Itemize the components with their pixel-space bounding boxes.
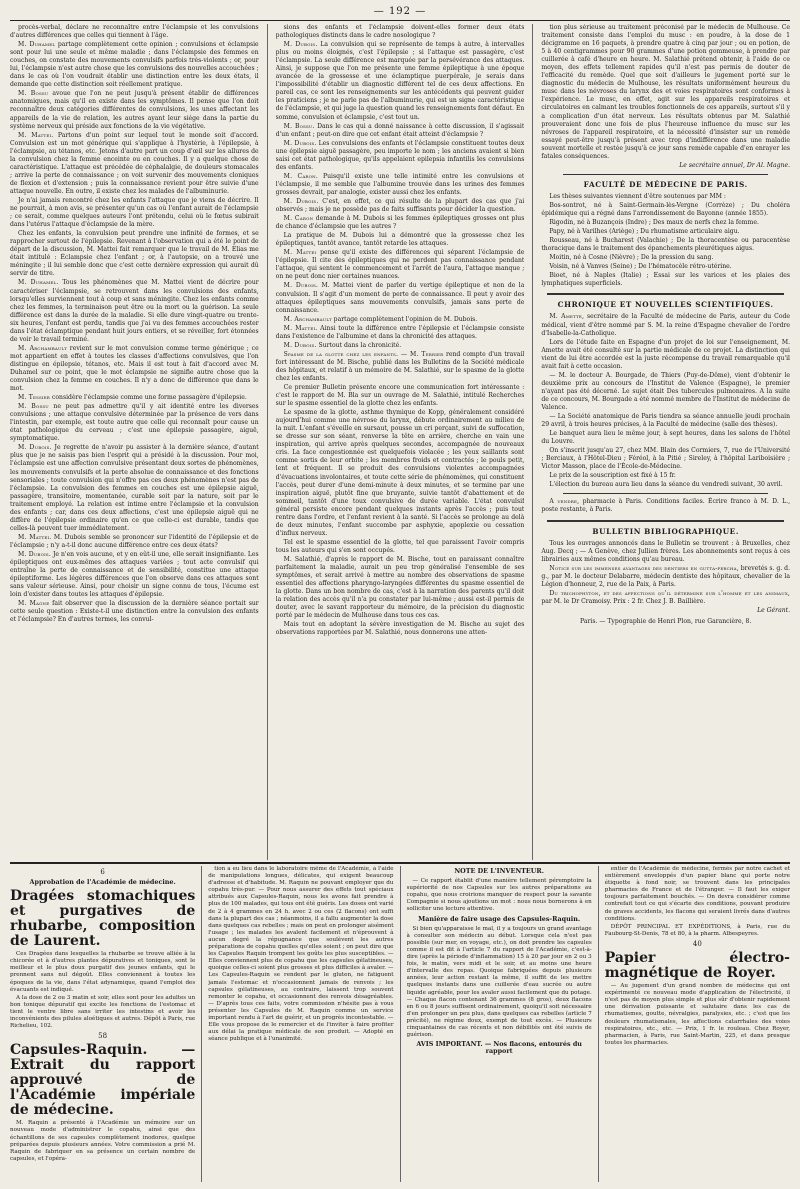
paragraph-text: procès-verbal, déclare ne reconnaître entre l'éclampsie et les convulsions d'autres différences que celles qui tiennent à l'âge.	[10, 24, 259, 40]
paragraph-text: — Au jugement d'un grand nombre de médecins qui ont expérimenté ce nouveau mode d'application de l'électricité, il n'est pas de moyen plus simple et plus sûr d'obtenir rapidement une dérivation puissante et salutaire dans les cas de rhumatismes, goutte, névralgies, paralysies, etc. ; c'est que les douleurs rhumatismales, les affections catarrhales des voies respiratoires, etc., etc. — Prix, 1 fr. le rouleau. Chez Royer, pharmacien, à Paris, rue Saint-Martin, 225, et dans presque toutes les pharmacies.	[604, 983, 790, 1046]
paragraph	[605, 866, 790, 923]
paragraph-text: Moitin, né à Cosne (Nièvre) ; De la pression du sang.	[549, 254, 714, 262]
speaker-name: M. Magne	[18, 600, 50, 608]
advert-divider	[10, 862, 790, 864]
paragraph	[276, 24, 525, 40]
paragraph-text: Je n'ai jamais rencontré chez les enfants l'attaque que je viens de décrire. Il ne pourrait, à mon avis, se présenter qu'un cas où l'enfant aurait de l'éclampsie ; ce serait, comme quelques auteurs l'ont prétendu, celui où le fœtus subirait dans l'utérus l'attaque d'éclampsie de la mère.	[10, 196, 259, 229]
paragraph	[10, 197, 259, 229]
column-separator	[598, 866, 599, 1182]
paragraph	[407, 926, 592, 1040]
paragraph-text: Je regrette de n'avoir pu assister à la dernière séance, d'autant plus que je ne saisis pas bien l'esprit qui a présidé à la discussion. Pour moi, l'éclampsie est une affection convulsive présentant deux sortes de phénomènes, les mouvements convulsifs et la perte absolue de connaissance et des fonctions sensoriales ; toute convulsion qui n'offre pas ces deux phénomènes n'est pas de l'éclampsie. La convulsion des femmes en couches est une épilepsie aiguë, passagère, transitoire, momentanée, curable soit par la nature, soit par le traitement employé. La relation est intime entre l'éclampsie et la convulsion des enfants ; car, dans ces deux affections, c'est une épilepsie aiguë qui ne diffère de l'épilepsie ordinaire qu'en ce que celle-ci est durable, tandis que celles-là peuvent tuer immédiatement.	[10, 444, 259, 532]
paragraph	[10, 24, 259, 40]
speaker-name: M. Bossu	[18, 90, 49, 98]
paragraph-text: M. Raquin a présenté à l'Académie un mémoire sur un nouveau mode d'administrer le copahu, ainsi que des échantillons de ses capsules complètement inodores, quelque préparées depuis plusieurs années. Votre commission a prié M. Raquin de fabriquer en sa présence un certain nombre de capsules, et l'opéra-	[10, 1120, 196, 1162]
paragraph	[276, 140, 525, 172]
paragraph	[10, 41, 259, 89]
paragraph	[276, 41, 525, 121]
paragraph-text: M. Mattei vient de parler du vertige épileptique et non de la convulsion. Il s'agit d'un moment de perte de connaissance. Il peut y avoir des attaques épileptiques sans mouvements convulsifs, jamais sans perte de connaissance.	[275, 282, 525, 314]
paragraph-text: demande à M. Dubois si les femmes épileptiques grosses ont plus de chance d'éclampsie que les autres ?	[275, 215, 525, 231]
paragraph-text: rend compte d'un travail fort intéressant de M. Bische, publié dans les Bulletins de la Société médicale des hôpitaux, et relatif à un mémoire de M. Salathié, sur le spasme de la glotte chez les enfants.	[275, 350, 525, 382]
speaker-name: M. Bossu	[18, 403, 49, 411]
advert-number: 58	[98, 1032, 108, 1041]
paragraph-text: Chez les enfants, la convulsion peut prendre une infinité de formes, et se rapprocher surtout de l'épilepsie. Revenant à l'observation qui a été le point de départ de la discussion, M. Mattei fait remarquer que le travail de M. Elias me était intitulé : Éclampsie chez l'enfant ; or, à l'autopsie, on a trouvé une méningite ; il lui semble donc que c'est cette dernière expression qui aurait dû servir de titre.	[10, 230, 259, 278]
paragraph	[541, 540, 790, 564]
paragraph-text: Rigodin, né à Buzançois (Indre) ; Des maux de nerfs chez la femme.	[549, 219, 759, 227]
paragraph	[276, 325, 525, 341]
paragraph-text: Tous les ouvrages annoncés dans le Bulletin se trouvent : à Bruxelles, chez Aug. Decq ; — A Genève, chez Jullien frères. Les abonnements sont reçus à ces librairies aux mêmes conditions qu'au bureau.	[541, 539, 791, 563]
paragraph-text: Les convulsions des enfants et l'éclampsie constituent toutes deux une épilepsie aiguë passagère, peu importe le nom ; les anciens avaient si bien saisi cet état pathologique, qu'ils appelaient epilepsia infantilis les convulsions des enfants.	[275, 139, 525, 171]
advert-heading: Manière de faire usage des Capsules-Raquin.	[418, 914, 581, 923]
paragraph	[541, 430, 790, 446]
paragraph-text: considère l'éclampsie comme une forme passagère d'épilepsie.	[50, 394, 247, 402]
paragraph-text: Bioet, né à Naples (Italie) ; Essai sur les varices et les plaies des lymphatiques superficiels.	[541, 272, 791, 288]
column-separator	[532, 24, 533, 860]
paragraph-text: — Ce rapport établit d'une manière tellement péremptoire la supériorité de nos Capsules sur les autres préparations au copahu, que nous croirions manquer de respect pour la savante Compagnie si nous ajoutions un mot : nous nous bornerons à en solliciter une lecture attentive.	[406, 878, 592, 913]
paragraph-text: La convulsion qui se représente de temps à autre, à intervalles plus ou moins éloignés, c'est l'épilepsie ; si l'attaque est passagère, c'est l'éclampsie. La seule différence est marquée par la persévérance des attaques. Ainsi, je suppose que l'on me présente une femme épileptique à une époque avancée de la grossesse et une éclamptique puerpérale, je serais dans l'impossibilité d'établir un diagnostic différent tel de ces deux affections. En pareil cas, ce sont les renseignements sur les antécédents qui peuvent guider les praticiens ; je ne parle pas de l'albuminurie, qui est un signe caractéristique de l'éclampsie, et qui juge la question quand les renseignements font défaut. En somme, convulsion et éclampsie, c'est tout un.	[275, 41, 525, 121]
speaker-name: M. Bossu.	[283, 122, 315, 130]
paragraph	[276, 409, 525, 538]
paragraph-text: par M. le Dr Cramoisy. Prix : 2 fr. Chez J. B. Baillière.	[541, 597, 706, 605]
paragraph-text: Les thèses suivantes viennent d'être soutenues par MM :	[549, 192, 726, 200]
paragraph-text: Partons d'un point sur lequel tout le monde soit d'accord. Convulsion est un mot générique qui s'applique à l'hystérie, à l'épilepsie, à l'éclampsie, au tétanos, etc. Jetons d'autre part un coup d'œil sur les allures de la convulsion chez la femme enceinte ou en couches. Il y a quelque chose de caractéristique. L'attaque est précédée de céphalalgie, de douleurs stomacales ; arrive la perte de connaissance ; on voit survenir des mouvements cloniques de flexion et d'extension ; puis la connaissance revient pour être suivie d'une attaque nouvelle. En outre, il existe chez les malades de l'albuminurie.	[10, 131, 259, 195]
paragraph-text: Ainsi toute la différence entre l'épilepsie et l'éclampsie consiste dans l'existence de l'albumine et dans la chronicité des attaques.	[275, 324, 525, 340]
paragraph	[276, 249, 525, 281]
speaker-name: M. Mattei.	[18, 131, 54, 139]
paragraph-text: C'est, en effet, ce qui résulte de la plupart des cas que j'ai observés ; mais je ne possède pas de faits suffisants pour décider la question.	[275, 197, 525, 214]
paragraph	[541, 237, 790, 253]
speaker-name: M. Archambault	[283, 315, 332, 323]
paragraph	[10, 279, 259, 343]
speaker-name: M. Mattei	[283, 249, 317, 257]
advert-heading: AVIS IMPORTANT. — Nos flacons, entourés du rapport	[416, 1040, 582, 1056]
paragraph-text: — M. le docteur A. Bourgade, de Thiers (Puy-de-Dôme), vient d'obtenir le deuxième prix au concours de l'Institut de Valence (Espagne), le premier n'ayant pas été décerné. Le sujet était Des tubercules pulmonaires. A la suite de ce concours, M. Bourgade a été nommé membre de l'Institut de médecine de Valence.	[541, 371, 791, 411]
section-heading: BULLETIN BIBLIOGRAPHIQUE.	[592, 526, 739, 536]
paragraph-text: partage complètement cette opinion ; convulsions et éclampsie sont pour lui une seule et même maladie ; dans l'éclampsie des femmes en couches, on constate des mouvements convulsifs parfois très-violents ; or, pour lui, l'éclampsie n'est autre chose que les convulsions des nouvelles accouchées ; dans le cas où l'on voudrait établir une distinction entre les deux états, il demande que cette distinction soit réellement pratique.	[10, 41, 259, 89]
paragraph	[407, 878, 592, 913]
paragraph	[541, 413, 790, 429]
paragraph	[276, 539, 525, 555]
paragraph-text: M. Salathié, d'après le rapport de M. Bische, tout en paraissant connaître parfaitement la maladie, aurait un peu trop généralisé l'ensemble de ses symptômes, et serait arrivé à mettre au nombre des observations de spasme essentiel des affections pharyngo-laryngées différentes du spasme essentiel de la glotte. Dans un bon nombre de cas, c'est à la narration des parents qu'il doit la relation des accès qu'il n'a pu constater par lui-même ; aussi est-il permis de douter, avec le savant rapporteur du mémoire, de la précision du diagnostic porté par le médecin de Mulhouse dans tous ces cas.	[275, 556, 525, 620]
page-number: — 192 —	[373, 6, 427, 17]
paragraph-text: A la dose de 2 ou 3 matin et soir, elles sont pour les adultes un bon tonique dépuratif qui excite les fonctions de l'estomac et tient le ventre libre sans irriter les intestins et avoir les inconvénients des pilules aloétiques et autres. Dépôt à Paris, rue Richelieu, 102.	[10, 994, 196, 1030]
paragraph	[541, 339, 790, 371]
section-heading: FACULTÉ DE MÉDECINE DE PARIS.	[583, 179, 748, 189]
paragraph	[10, 534, 259, 550]
paragraph	[541, 228, 790, 236]
speaker-name: M. Archambault	[18, 344, 67, 352]
paragraph-text: M. Dubois semble se prononcer sur l'identité de l'épilepsie et de l'éclampsie ; n'y a-t-il donc aucune différence entre ces deux états?	[10, 533, 259, 549]
advert-column-3	[407, 866, 592, 1182]
paragraph	[541, 202, 790, 218]
paragraph	[208, 866, 393, 1043]
paragraph	[10, 600, 259, 624]
paragraph-text: Le banquet aura lieu le même jour, à sept heures, dans les salons de l'hôtel du Louvre.	[541, 430, 791, 446]
paragraph	[541, 565, 790, 589]
paragraph-text: L'élection du bureau aura lieu dans la séance du vendredi suivant, 30 avril.	[549, 481, 783, 489]
paragraph-text: Puisqu'il existe une telle intimité entre les convulsions et l'éclampsie, il me semble que l'albumine trouvée dans les urines des femmes grosses devrait, par analogie, exister aussi chez les enfants.	[275, 172, 525, 196]
paragraph-text: Ce premier Bulletin présente encore une communication fort intéressante : c'est le rapport de M. Bla sur un ouvrage de M. Salathié, intitulé Recherches sur le spasme essentiel de la glotte chez les enfants.	[275, 384, 525, 408]
section-rule	[563, 493, 768, 494]
paragraph	[541, 472, 790, 480]
paragraph-text: pense qu'il existe des différences qui séparent l'éclampsie de l'épilepsie. Il cite des épileptiques qui ne perdent pas connaissance pendant l'attaque, qui sentent le commencement et l'arrêt de l'aura, l'attaque manque ; on ne peut donc nier certaines nuances.	[275, 249, 525, 281]
paragraph	[276, 215, 525, 231]
paragraph-text: Ces Dragées dans lesquelles la rhubarbe se trouve alliée à la chicorée et à d'autres plantes dépuratives et toniques, sont le meilleur et le plus doux purgatif des jeunes enfants, qui le prennent sans nul dégoût. Elles conviennent à toutes les époques de la vie, dans l'état adynamique, quand l'emploi des évacuants est indiqué.	[10, 951, 196, 993]
paragraph-text: Rousseau, né à Bucharest (Valachie) ; De la thoracentèse ou paracentèse thoracique dans le traitement des épanchements pleurétiques aigus.	[541, 237, 791, 253]
section-rule	[547, 293, 784, 295]
paragraph-text: , secrétaire de la Faculté de médecine de Paris, auteur du Code médical, vient d'être nommé par S. M. la reine d'Espagne chevalier de l'ordre d'Isabelle-la-Catholique.	[541, 313, 791, 337]
signature-line: Le secrétaire annuel, Dr Al. Magne.	[679, 161, 791, 169]
paragraph-text: tion a eu lieu dans le laboratoire même de l'Académie, à l'aide de manipulations longues, délicates, qui exigent beaucoup d'adresse et d'habitude. M. Raquin ne pouvant employer que du copahu très-pur. — Pour nous assurer des effets tout spéciaux attribués aux Capsules-Raquin, nous les avons fait prendre à plus de 100 malades, qui tous ont été guéris. Les doses ont varié de 2 à 4 grammes en 24 h. avec 2 ou ces (2 flacons) ont suffi dans la plupart des cas ; néanmoins, il a fallu augmenter la dose dans quelques cas rebelles ; mais on peut en prolonger aisément l'usage ; les malades les avalent facilement et n'éprouvent à aucun degré la répugnance que soulèvent les autres préparations de copahu quelles qu'elles soient ; on peut dire que les Capsules Raquin trompent les goûts les plus susceptibles. — Elles conviennent plus de copahu que les capsules gélatineuses, quoique celles-ci soient plus grosses et plus difficiles à avaler. — Les Capsules-Raquin se rendent par le gluten, ne fatiguent jamais l'estomac et n'occasionnent jamais de renvois ; les capsules gélatineuses, au contraire, laissent trop souvent remonter le copahu, et occasionnent des renvois désagréables. — D'après tous ces faits, votre commission n'hésite pas à vous présenter les Capsules de M. Raquin comme un service important rendu à l'art de guérir, et un progrès incontestable. — Elle vous propose de le remercier et de l'inviter à faire profiter aux délai la pratique médicale de son produit. — Adopté en séance publique et à l'unanimité.	[208, 866, 394, 1043]
paragraph-text: Tous les phénomènes que M. Mattei vient de décrire pour caractériser l'éclampsie, se retrouvent dans les convulsions des enfants, lorsqu'elles surviennent tout à coup et sans méningite. Chez les enfants comme chez les femmes, la terminaison peut être ou la mort ou la guérison. La seule différence est dans la durée de la maladie. Si elle dure vingt-quatre ou trente-six heures, l'enfant est perdu, tandis que j'ai vu des femmes accouchées rester dans l'état éclamptique pendant huit jours entiers, et se réveiller, fort étonnées de voir le travail terminé.	[10, 279, 259, 343]
section-rule	[563, 174, 768, 175]
paragraph	[605, 983, 790, 1047]
speaker-name: M. Mattei.	[18, 533, 52, 541]
speaker-name: A vendre,	[549, 498, 580, 506]
advert-title: Dragées stomachiques et purgatives de rhubarbe, composition de Laurent.	[10, 888, 196, 950]
paragraph	[276, 282, 525, 314]
paragraph	[541, 481, 790, 489]
speaker-name: M. Dubois.	[283, 139, 317, 147]
paragraph	[10, 1120, 195, 1163]
article-columns	[10, 24, 790, 860]
paragraph-text: sions des enfants et l'éclampsie doivent-elles former deux états pathologiques distincts dans le cadre nosologique ?	[275, 24, 525, 40]
paragraph-text: Si bien qu'apparaisse le mal, il y a toujours un grand avantage à consulter son médecin au début. Lorsque cela n'est pas possible (sur mer, en voyage, etc.), on doit prendre les capsules comme il est dit à l'article 7 du rapport de l'Académie, c'est-à-dire (après la période d'inflammation) 15 à 20 par jour en 2 ou 3 fois, le matin, vers midi et le soir, et au moins une heure d'intervalle des repas. Quoique fabriquées depuis plusieurs années, leur action restant la même, il suffit de les mettre quelques instants dans une cuillerée d'eau sucrée ou autre liquide agréable, pour les avaler aussi facilement que du potage. — Chaque flacon contenant 36 grammes (8 gros), deux flacons en 6 ou 8 jours suffisent ordinairement, quoiqu'il soit nécessaire d'en prolonger un peu plus, dans quelques cas rebelles (article 7 précité), ne régime doux, exempt de tout excès. — Plusieurs cinquantaines de cas récents et non débilités ont été suivis de guérison.	[406, 925, 592, 1039]
paragraph-text: Dans le cas qui a donné naissance à cette discussion, il s'agissait d'un enfant ; peut-on dire que cet enfant était atteint d'éclampsie ?	[275, 122, 525, 138]
paragraph	[276, 351, 525, 383]
paragraph-text: Tel est le spasme essentiel de la glotte, tel que paraissent l'avoir compris tous les auteurs qui s'en sont occupés.	[275, 538, 525, 554]
paragraph-text: Lors de l'étude faite en Espagne d'un projet de loi sur l'enseignement, M. Amette avait été consulté sur la partie médicale de ce projet. La distinction qui vient de lui être accordée est la juste récompense du travail remarquable qu'il avait fait à cette occasion.	[541, 338, 791, 370]
column-3	[541, 24, 790, 860]
paragraph	[541, 498, 790, 514]
paragraph	[276, 173, 525, 197]
paragraph-text: Surtout dans la chronicité.	[316, 341, 402, 349]
speaker-name: M. Mattei.	[283, 324, 318, 332]
speaker-name: Spasme de la glotte chez les enfants. — M. Terrier	[283, 350, 444, 358]
paragraph	[10, 394, 259, 402]
paragraph	[10, 345, 259, 393]
paragraph	[276, 316, 525, 324]
paragraph-text: entier de l'Académie de médecine, fermés par notre cachet et entièrement enveloppés d'un papier blanc qui porte notre étiquette à fond noir, se trouvent dans les principales pharmacies de France et de l'étranger. — Il faut les exiger toujours parfaitement bouchés. — On devra considérer comme contrefait tout ce qui s'écarte des conditions, pouvant produire de graves accidents, les flacons qui seraient livrés dans d'autres conditions.	[604, 866, 790, 922]
advert-column-2	[208, 866, 393, 1182]
speaker-name: Du trichophyton, et des affections qu'il détermine sur l'homme et les animaux,	[549, 589, 791, 597]
section-heading: CHRONIQUE ET NOUVELLES SCIENTIFIQUES.	[557, 300, 774, 310]
advert-number: 6	[100, 868, 105, 876]
paragraph	[276, 123, 525, 139]
paragraph-text: avoue que l'on ne peut jusqu'à présent établir de différences anatomiques, mais qu'il en existe dans les symptômes. Il pense que l'on doit reconnaître deux catégories différentes de convulsions, les unes affectant les appareils de la vie de relation, les autres ayant leur siége dans la partie du système nerveux qui préside aux fonctions de la vie végétative.	[10, 90, 259, 130]
paragraph-text: La pratique de M. Dubois lui a démontré que la grossesse chez les épileptiques, tantôt avance, tantôt retarde les attaques.	[275, 232, 525, 248]
speaker-name: M. Dubois.	[283, 282, 319, 290]
advert-title: Capsules-Raquin. — Extrait du rapport approuvé de l'Académie impériale de médecine.	[10, 1042, 196, 1119]
paragraph	[10, 132, 259, 196]
paragraph	[10, 551, 259, 599]
paragraph	[276, 384, 525, 408]
column-separator	[267, 24, 268, 860]
column-separator	[400, 866, 401, 1182]
paragraph	[276, 342, 525, 350]
paragraph	[541, 272, 790, 288]
paragraph-text: ne peut pas admettre qu'il y ait identité entre les diverses convulsions ; une attaque convulsive déterminée par la présence de vers dans l'intestin, par exemple, est toute autre que celle qui reconnaît pour cause un état pathologique du cerveau ; c'est une épilepsie passagère, aiguë, symptomatique.	[10, 403, 259, 443]
paragraph-text: Voisin, né à Vanves (Seine) ; De l'hématocèle rétro-utérine.	[549, 263, 732, 271]
speaker-name: M. Duhamel.	[18, 279, 59, 287]
paragraph	[276, 621, 525, 637]
paragraph	[605, 924, 790, 938]
advert-column-4	[605, 866, 790, 1182]
speaker-name: M. Dubois.	[283, 197, 319, 205]
paragraph-text: pharmacie à Paris. Conditions faciles. Écrire franco à M. D. L., poste restante, à Paris.	[541, 498, 791, 514]
speaker-name: M. Tessier	[18, 394, 51, 402]
paragraph-text: fait observer que la discussion de la dernière séance portait sur cette seule question : Existe-t-il une distinction entre la convulsion des enfants et l'éclampsie? En d'autres termes, les convul-	[10, 600, 259, 624]
signature-line: Le Gérant.	[757, 606, 791, 614]
advert-heading: Approbation de l'Académie de médecine.	[29, 878, 176, 887]
speaker-name: M. Caron.	[283, 172, 318, 180]
column-1	[10, 24, 259, 860]
paragraph	[541, 219, 790, 227]
speaker-name: M. Dubois.	[283, 41, 318, 49]
speaker-name: M. Amette	[549, 313, 583, 321]
speaker-name: M. Dubois.	[18, 444, 52, 452]
paragraph	[276, 198, 525, 214]
paragraph	[10, 90, 259, 130]
column-2	[276, 24, 525, 860]
section-rule	[547, 520, 784, 522]
paragraph	[10, 444, 259, 533]
speaker-name: Notice sur les immenses avantages des dentiers en gutta-percha,	[549, 564, 739, 572]
paragraph-text: Bos-sontrot, né à Saint-Germain-lès-Vergne (Corrèze) ; Du choléra épidémique qui a régné dans l'arrondissement de Bayonne (année 1855).	[541, 201, 791, 217]
paragraph	[541, 254, 790, 262]
paragraph	[10, 951, 195, 994]
paragraph-text: Papy, né à Varilhes (Ariège) ; Du rhumatisme articulaire aigu.	[549, 228, 740, 236]
paragraph	[541, 24, 790, 161]
advert-heading: NOTE DE L'INVENTEUR.	[454, 867, 544, 875]
advert-title: Papier électro-magnétique de Royer.	[604, 950, 790, 982]
paragraph	[276, 556, 525, 620]
speaker-name: M. Dubois.	[283, 341, 317, 349]
paragraph	[541, 263, 790, 271]
paragraph-text: Mais tout en adoptant la sévère investigation de M. Bische au sujet des observations rapportées par M. Salathié, nous donnerons une atten-	[275, 621, 525, 637]
speaker-name: M. Dubois.	[18, 551, 51, 558]
paragraph-text: Je n'en vois aucune, et y en eût-il une, elle serait insignifiante. Les épileptiques ont eux-mêmes des attaques variées ; tout acte convulsif qui entraîne la perte de connaissance et de sensibilité, constitue une attaque épileptiforme. Les légères différences que l'on observe dans ces attaques sont sans valeur sérieuse. Ainsi, pour choisir un signe connu de tous, l'écume est loin d'exister dans toutes les attaques d'épilepsie.	[10, 551, 259, 599]
column-separator	[201, 866, 202, 1182]
paragraph	[10, 403, 259, 443]
paragraph-text: brevetés s. g. d. g., par M. le docteur Delabarre, médecin dentiste des hôpitaux, chevalier de la Légion d'honneur, 2, rue de la Paix, à Paris.	[541, 564, 791, 588]
paragraph-text: On s'inscrit jusqu'au 27, chez MM. Blain des Cormiers, 7, rue de l'Université ; Berciaux, à l'Hôtel-Dieu ; Féréol, à la Pitié ; Sireley, à l'hôpital Lariboisière ; Victor Masson, place de l'École-de-Médecine.	[541, 447, 791, 471]
paragraph-text: Le prix de la souscription est fixé à 15 fr.	[549, 472, 676, 480]
paragraph-text: tion plus sérieuse au traitement préconisé par le médecin de Mulhouse. Ce traitement consiste dans l'emploi du musc : en poudre, à la dose de 1 décigramme en 16 paquets, à prendre quatre à cinq par jour ; ou en potion, de 5 à 40 centigrammes pour 90 grammes d'une potion gommeuse, à prendre par cuillerée à café d'heure en heure. M. Salathié prétend obtenir, à l'aide de ce moyen, des effets tellement rapides qu'il n'est pas permis de douter de l'efficacité du remède. Quel que soit d'ailleurs le jugement porté sur le diagnostic du médecin de Mulhouse, les résultats uniformément heureux du musc dans les névroses du larynx des et voies respiratoires sont conformes à l'expérience. Le musc, en effet, agit sur les appareils respiratoires et circulatoires en calmant les troubles fonctionnels de ces appareils, surtout s'il y a complication d'un état nerveux. Les résultats obtenus par M. Salathié prouveraient donc une fois de plus l'heureuse influence du musc sur les névroses de l'appareil respiratoire, et la nécessité d'insister sur un remède essayé peut-être jusqu'à présent avec trop d'indifférence dans une maladie souvent mortelle et restée jusqu'à ce jour sans remède capable d'en enrayer les fatales conséquences.	[541, 24, 791, 160]
paragraph-text: Le spasme de la glotte, asthme thymique de Kopp, généralement considéré aujourd'hui comme une névrose du larynx, débute ordinairement au milieu de la nuit. L'enfant s'éveille en sursaut, pousse un cri perçant, suivi de suffocation, se dresse sur son séant, renverse la tête en arrière, cherche en vain une inspiration, qui arrive après quelques secondes, accompagnée de nouveaux cris. La face congestionnée est quelquefois violacée ; les yeux saillants sont comme sortis de leur orbite ; les membres froids et contractés ; le pouls petit, lent et fréquent. Il se produit des convulsions violentes accompagnées d'évacuations involontaires, et toute cette série de phénomènes, qui constituent l'accès, peut durer d'une demi-minute à deux minutes, et se termine par une inspiration aiguë, plutôt fine que bruyante, suivie tantôt d'abattement et de sommeil, tantôt d'une toux convulsive de durée variable. L'état convulsif général persiste encore pendant quelques instants après l'accès ; puis tout rentre dans l'ordre, et l'enfant revient à la santé. Si l'accès se prolonge au delà de deux minutes, l'enfant succombe par asphyxie, apoplexie ou cessation d'influx nerveux.	[275, 409, 525, 537]
speaker-name: M. Caron	[283, 215, 314, 223]
paragraph-text: revient sur le mot convulsion comme terme générique ; ce mot appartient en effet à toutes les classes d'affections convulsives, que l'on distingue en épilepsie, tétanos, etc. Mais il est tout à fait d'accord avec M. Duhamel sur ce point, que le mot éclampsie ne signifie autre chose que la convulsion chez la femme en couches. Il n'y a donc de différence que dans le mot.	[10, 344, 259, 393]
paragraph	[541, 447, 790, 471]
paragraph	[276, 232, 525, 248]
paragraph	[541, 590, 790, 606]
advert-number: 40	[692, 939, 702, 948]
paragraph	[10, 230, 259, 278]
imprint-line: Paris. — Typographie de Henri Plon, rue Garancière, 8.	[580, 618, 752, 625]
speaker-name: M. Duhamel	[18, 41, 56, 49]
paragraph	[10, 995, 195, 1030]
advert-column-1	[10, 866, 195, 1182]
paragraph-text: partage complètement l'opinion de M. Dubois.	[331, 315, 478, 323]
top-rule	[10, 20, 790, 21]
advertisements	[10, 866, 790, 1182]
paragraph-text: — La Société anatomique de Paris tiendra sa séance annuelle jeudi prochain 29 avril, à trois heures précises, à la Faculté de médecine (salle des thèses).	[541, 413, 791, 429]
paragraph	[541, 193, 790, 201]
paragraph	[541, 372, 790, 412]
paragraph-text: DÉPÔT PRINCIPAL ET EXPÉDITIONS, à Paris, rue du Faubourg-St-Denis, 78 et 80, à la pharm. Albespeyres.	[604, 923, 790, 937]
paragraph	[541, 313, 790, 337]
